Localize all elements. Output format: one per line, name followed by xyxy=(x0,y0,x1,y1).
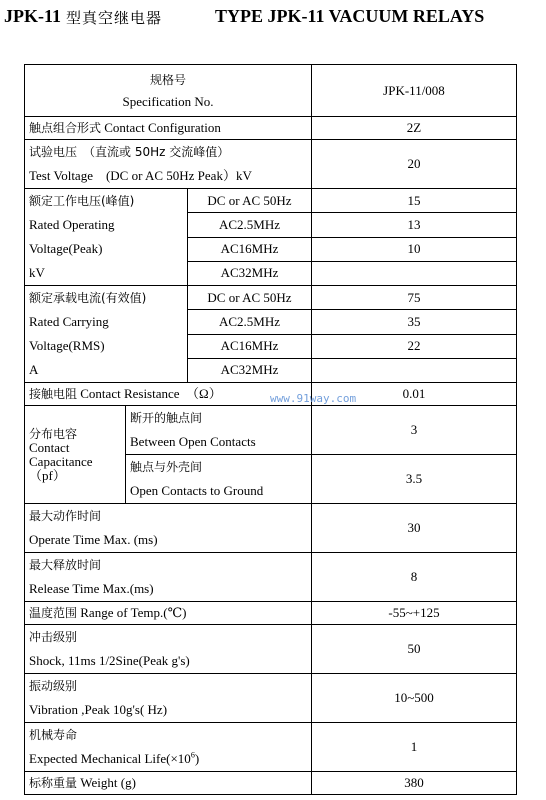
capacitance-cond-cn: 断开的触点间 xyxy=(130,411,203,425)
rated-current-unit: A xyxy=(29,362,39,377)
title-english: TYPE JPK-11 VACUUM RELAYS xyxy=(215,6,485,26)
rated-current-label xyxy=(25,286,188,383)
spec-label-cn: 规格号 xyxy=(149,72,186,87)
table-row xyxy=(25,553,517,602)
table-row xyxy=(25,602,517,625)
capacitance-unit: （pf） xyxy=(29,467,66,483)
contact-config-label xyxy=(25,117,312,140)
capacitance-cond-en: Between Open Contacts xyxy=(130,434,256,449)
temp-range-en: Range of Temp.(℃) xyxy=(80,605,187,620)
table-row xyxy=(25,286,517,310)
capacitance-en1: Contact xyxy=(29,439,70,455)
shock-value: 50 xyxy=(312,625,517,674)
value-cell xyxy=(312,261,517,285)
condition-cell: AC2.5MHz xyxy=(188,213,312,237)
contact-config-value: 2Z xyxy=(312,117,517,140)
test-voltage-cn: 试验电压 （直流或 50Hz 交流峰值） xyxy=(29,145,230,159)
rated-current-en2: Voltage(RMS) xyxy=(29,338,105,353)
contact-config-cn: 触点组合形式 xyxy=(29,121,102,135)
model-code: JPK-11 xyxy=(4,6,61,26)
weight-value: 380 xyxy=(312,772,517,795)
operate-time-en: Operate Time Max. (ms) xyxy=(29,532,158,547)
rated-voltage-unit: kV xyxy=(29,265,45,280)
capacitance-cn: 分布电容 xyxy=(29,426,78,441)
capacitance-cond-cn: 触点与外壳间 xyxy=(130,460,203,474)
spec-value: JPK-11/008 xyxy=(312,65,517,117)
table-row xyxy=(25,723,517,772)
condition-cell: AC32MHz xyxy=(188,261,312,285)
test-voltage-value: 20 xyxy=(312,140,517,189)
condition-cell: AC16MHz xyxy=(188,237,312,261)
condition-cell: AC2.5MHz xyxy=(188,310,312,334)
capacitance-label xyxy=(25,406,126,504)
weight-cn: 标称重量 xyxy=(29,776,78,790)
spec-label-cell xyxy=(25,65,312,117)
table-row xyxy=(25,65,517,117)
operate-time-value: 30 xyxy=(312,504,517,553)
rated-voltage-label xyxy=(25,189,188,286)
value-cell: 15 xyxy=(312,189,517,213)
condition-cell: DC or AC 50Hz xyxy=(188,286,312,310)
condition-cell: DC or AC 50Hz xyxy=(188,189,312,213)
vibration-value: 10~500 xyxy=(312,674,517,723)
vibration-cn: 振动级别 xyxy=(29,679,78,693)
rated-voltage-cn: 额定工作电压(峰值) xyxy=(29,194,135,208)
value-cell: 13 xyxy=(312,213,517,237)
mech-life-en-line xyxy=(29,747,307,771)
table-row xyxy=(25,674,517,723)
contact-resistance-cn: 接触电阻 xyxy=(29,387,78,401)
spec-table xyxy=(24,64,517,795)
condition-cell: AC16MHz xyxy=(188,334,312,358)
table-row xyxy=(25,772,517,795)
release-time-value: 8 xyxy=(312,553,517,602)
test-voltage-en: Test Voltage (DC or AC 50Hz Peak）kV xyxy=(29,168,252,183)
mech-life-en-end: ) xyxy=(194,751,200,766)
rated-voltage-en2: Voltage(Peak) xyxy=(29,241,103,256)
value-cell: 75 xyxy=(312,286,517,310)
shock-cn: 冲击级别 xyxy=(29,630,78,644)
value-cell: 35 xyxy=(312,310,517,334)
shock-label xyxy=(25,625,312,674)
contact-config-en: Contact Configuration xyxy=(104,120,221,135)
mech-life-exponent: 6 xyxy=(190,750,195,760)
release-time-cn: 最大释放时间 xyxy=(29,558,102,572)
release-time-label xyxy=(25,553,312,602)
capacitance-en2: Capacitance xyxy=(29,453,93,469)
table-row xyxy=(25,406,517,455)
value-cell: 3.5 xyxy=(312,455,517,504)
release-time-en: Release Time Max.(ms) xyxy=(29,581,154,596)
temp-range-cn: 温度范围 xyxy=(29,606,78,620)
rated-current-en1: Rated Carrying xyxy=(29,314,109,329)
table-row xyxy=(25,117,517,140)
table-row xyxy=(25,504,517,553)
weight-label xyxy=(25,772,312,795)
contact-resistance-label xyxy=(25,383,312,406)
shock-en: Shock, 11ms 1/2Sine(Peak g's) xyxy=(29,653,190,668)
table-row xyxy=(25,189,517,213)
contact-resistance-value: 0.01 xyxy=(312,383,517,406)
table-row xyxy=(25,140,517,189)
capacitance-cond-en: Open Contacts to Ground xyxy=(130,483,264,498)
title-chinese: 型真空继电器 xyxy=(66,9,163,27)
capacitance-condition xyxy=(126,406,312,455)
temp-range-value: -55~+125 xyxy=(312,602,517,625)
mech-life-label xyxy=(25,723,312,772)
operate-time-label xyxy=(25,504,312,553)
page-header xyxy=(0,6,546,30)
vibration-en: Vibration ,Peak 10g's( Hz) xyxy=(29,702,168,717)
table-row xyxy=(25,625,517,674)
mech-life-value: 1 xyxy=(312,723,517,772)
contact-resistance-en: Contact Resistance （Ω） xyxy=(80,386,222,401)
test-voltage-label xyxy=(25,140,312,189)
value-cell xyxy=(312,358,517,382)
rated-voltage-en1: Rated Operating xyxy=(29,217,115,232)
mech-life-cn: 机械寿命 xyxy=(29,728,78,742)
weight-en: Weight (g) xyxy=(80,775,136,790)
mech-life-en: Expected Mechanical Life(×10 xyxy=(29,751,191,766)
value-cell: 22 xyxy=(312,334,517,358)
value-cell: 10 xyxy=(312,237,517,261)
capacitance-condition xyxy=(126,455,312,504)
vibration-label xyxy=(25,674,312,723)
spec-label-en: Specification No. xyxy=(122,93,214,109)
value-cell: 3 xyxy=(312,406,517,455)
operate-time-cn: 最大动作时间 xyxy=(29,509,102,523)
rated-current-cn: 额定承载电流(有效值) xyxy=(29,291,147,305)
watermark-text: www.91way.com xyxy=(270,392,357,405)
condition-cell: AC32MHz xyxy=(188,358,312,382)
temp-range-label xyxy=(25,602,312,625)
